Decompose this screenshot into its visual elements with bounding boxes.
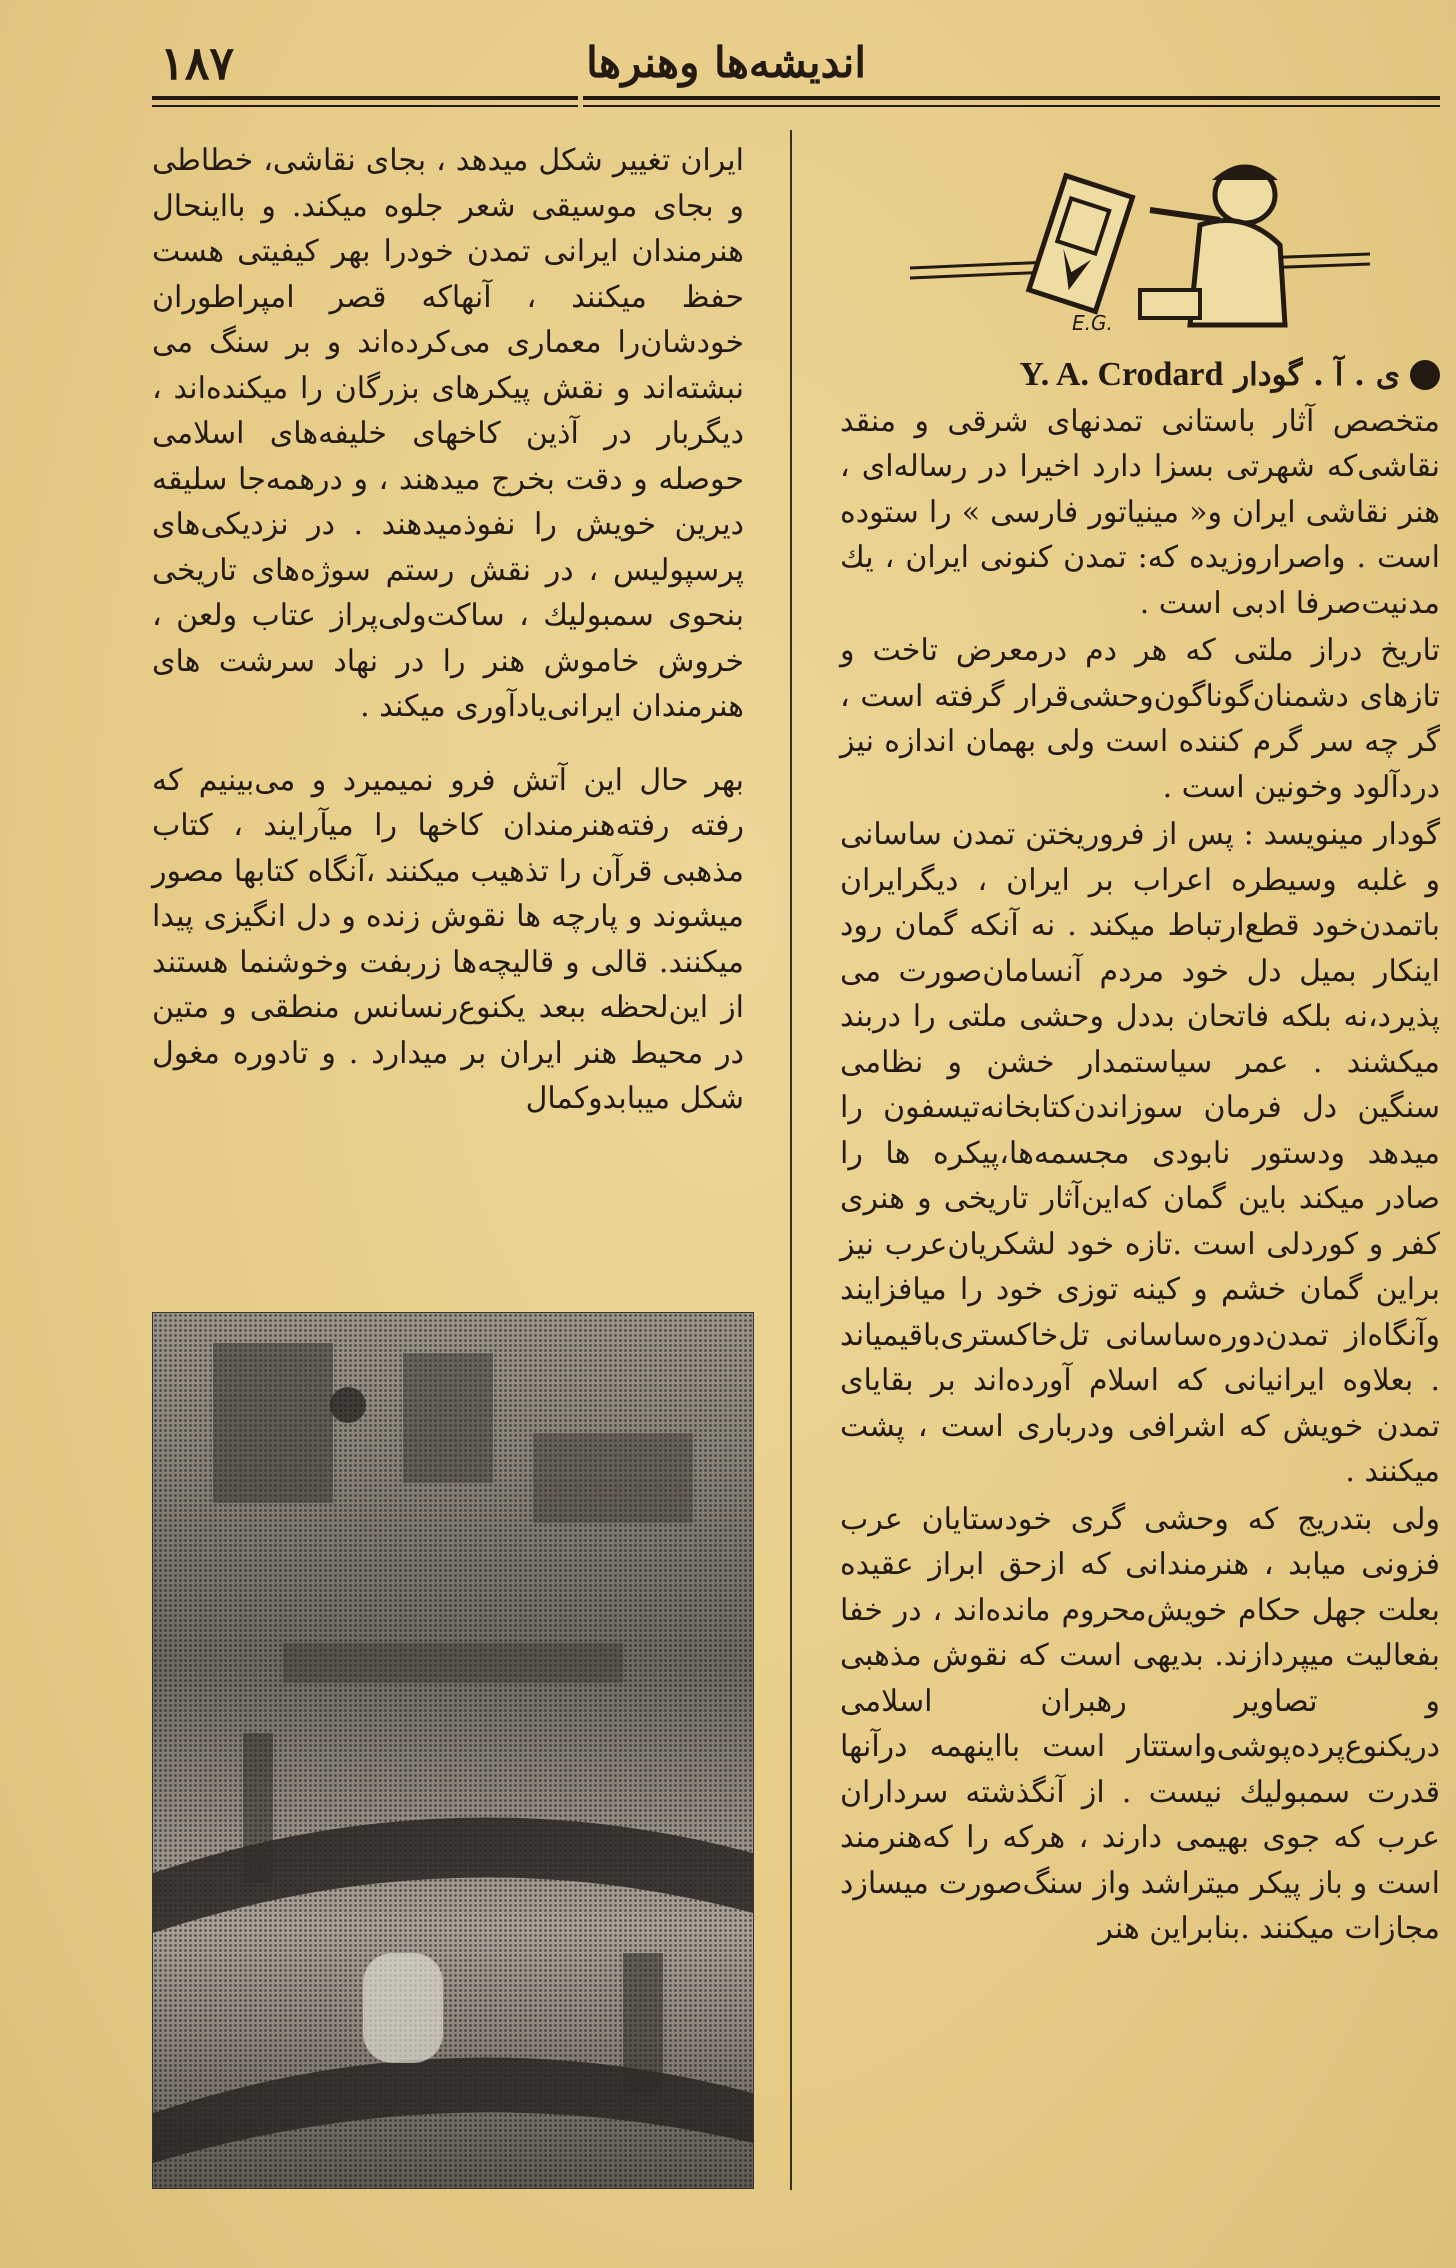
right-paragraph-3: گودار مینویسد : پس از فروریختن تمدن ساسانی و غلبه وسیطره اعراب بر ایران ، دیگرایران باتمدن‌خود قطع‌ارتباط میکند . نه آنکه گمان رود اینکار بمیل دل خود مردم آنسامان‌صورت می پذیرد،نه بلکه فاتحان بددل وحشی ملتی را دربند میکشند . عمر سیاستمدار خشن و نظامی سنگین دل فرمان سوزاندن‌کتابخانه‌تیسفون را میدهد ودستور نابودی مجسمه‌ها،پیکره ها را صادر میکند باین گمان که‌این‌آثار تاریخی و هنری کفر و کوردلی است .تازه خود لشکریان‌عرب نیز براین گمان خشم و کینه توزی خود را میافزایند وآنگاه‌از تمدن‌دوره‌ساسانی تل‌خاکستری‌باقیمیاند . بعلاوه ایرانیانی که اسلام آورده‌اند بر بقایای تمدن خویش که اشرافی ودرباری است ، پشت میکنند . bbox=[840, 817, 1440, 1489]
left-paragraph-2: بهر حال این آتش فرو نمیمیرد و می‌بینیم که رفته رفته‌هنرمندان کاخها را میآرایند ، کتاب مذهبی قرآن را تذهیب میکنند ،آنگاه کتابها مصور میشوند و پارچه ها نقوش زنده و دل انگیزی پیدا میکنند. قالی و قالیچه‌ها زربفت وخوشنما هستند از این‌لحظه ببعد یکنوع‌رنسانس منطقی و متین در محیط هنر ایران بر میدارد . و تادوره مغول شکل میبابدوکمال bbox=[152, 762, 744, 1116]
right-column bbox=[840, 352, 1440, 1954]
easel-drawing bbox=[1029, 176, 1133, 312]
author-name-latin: Y. A. Crodard bbox=[1019, 356, 1224, 393]
column-divider bbox=[790, 130, 792, 2190]
author-line bbox=[840, 352, 1440, 399]
right-paragraph-1: متخصص آثار باستانی تمدنهای شرقی و منقد نقاشی‌که شهرتی بسزا دارد اخیرا در رساله‌ای ، هنر نقاشی ایران و« مینیاتور فارسی » را ستوده است . واصراروزیده که: تمدن کنونی ایران ، یك مدنیت‌صرفا ادبی است . bbox=[840, 403, 1440, 621]
header-rule-gap bbox=[578, 94, 583, 110]
left-paragraph-1: ایران تغییر شکل میدهد ، بجای نقاشی، خطاطی و بجای موسیقی شعر جلوه میکند. و بااینحال هنرمندان ایرانی تمدن خودرا بهر کیفیتی هست حفظ میکنند ، آنهاکه قصر امپراطوران خودشان‌را معماری می‌کرده‌اند و بر سنگ می نبشته‌اند و نقش پیکرهای بزرگان را میکنده‌اند ، دیگربار در آذین کاخهای خلیفه‌های اسلامی حوصله و دقت بخرج میدهند ، و درهمه‌جا سلیقه دیرین خویش را نفوذمیدهند . در نزدیکی‌های پرسپولیس ، در نقش رستم سوژه‌های تاریخی بنحوی سمبولیك ، ساکت‌ولی‌پراز عتاب ولعن ، خروش خاموش هنر را در نهاد سرشت های هنرمندان ایرانی‌یادآوری میکند . bbox=[152, 143, 744, 724]
header-rule-thin bbox=[152, 105, 1440, 107]
right-paragraph-2: تاریخ دراز ملتی که هر دم درمعرض تاخت و تازهای دشمنان‌گوناگون‌وحشی‌قرار گرفته است ، گر چه سر گرم کننده است ولی بهمان اندازه نیز دردآلود وخونین است . bbox=[840, 633, 1440, 805]
ornament-line-left bbox=[910, 262, 1050, 268]
artist-signature: E.G. bbox=[1072, 311, 1113, 335]
header-rule-thick bbox=[152, 96, 1440, 100]
author-name-persian: ی . آ . گودار bbox=[1234, 357, 1400, 393]
page-number: ۱۸۷ bbox=[160, 36, 235, 90]
running-header-title: اندیشه‌ها وهنرها bbox=[586, 38, 866, 87]
right-paragraph-4: ولی بتدریج که وحشی گری خودستایان عرب فزونی میابد ، هنرمندانی که ازحق ابراز عقیده بعلت جهل حکام خویش‌محروم مانده‌اند ، در خفا بفعالیت میپردازند. بدیهی است که نقوش مذهبی و تصاویر رهبران اسلامی دریکنوع‌پرده‌پوشی‌واستتار است بااینهمه درآنها قدرت سمبولیك نیست . از آنگذشته سرداران عرب که جوی بهیمی دارند ، هرکه را که‌هنرمند است و باز پیکر میتراشد واز سنگ‌صورت میسازد مجازات میکنند .بنابراین هنر bbox=[840, 1501, 1440, 1946]
artist-figure bbox=[1140, 165, 1285, 325]
halftone-photograph bbox=[152, 1312, 754, 2189]
ornament-line-left-2 bbox=[910, 272, 1050, 278]
bullet-icon bbox=[1410, 360, 1440, 390]
left-column bbox=[152, 138, 744, 1122]
cartoon-illustration bbox=[900, 150, 1380, 335]
